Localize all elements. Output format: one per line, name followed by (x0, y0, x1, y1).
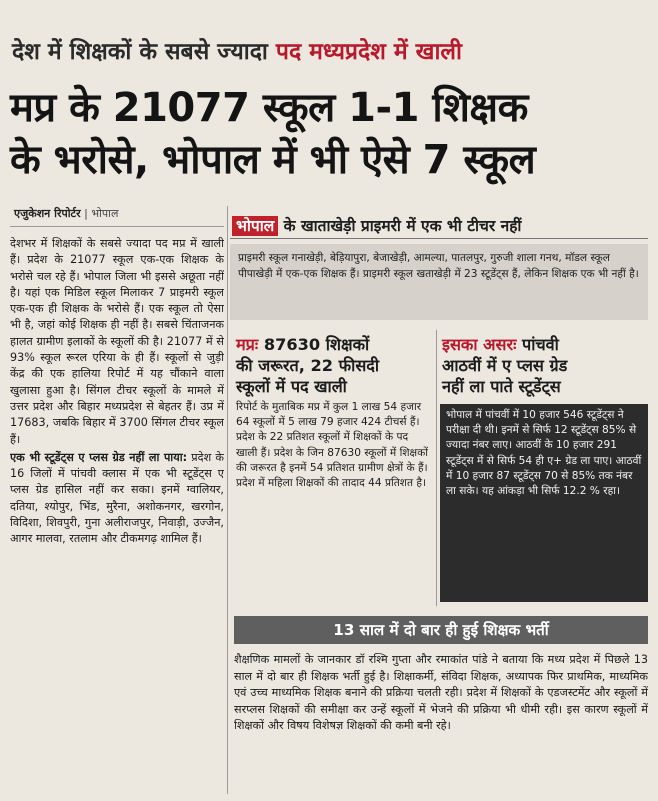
right-column-heading (442, 334, 648, 397)
mid-column-body: रिपोर्ट के मुताबिक मप्र में कुल 1 लाख 54 हजार 64 स्कूलों में 5 लाख 79 हजार 424 टीचर्स हैं। प्रदेश के 22 प्रतिशत स्कूलों में शिक्षकों के पद खाली हैं। प्रदेश के जिन 87630 स्कूलों में शिक्षकों की जरूरत है इनमें 54 प्रतिशत ग्रामीण क्षेत्रों के हैं। प्रदेश में महिला शिक्षकों की तादाद 44 प्रतिशत है। (236, 401, 429, 490)
column-divider (227, 206, 228, 794)
kicker-prefix: देश में शिक्षकों के सबसे ज्यादा (12, 39, 268, 65)
left-subhead: एक भी स्टूडेंट्स ए प्लस ग्रेड नहीं ला पाया: (10, 450, 188, 464)
mid-heading-line-1: 87630 शिक्षकों (263, 335, 370, 354)
right-heading-red: इसका असरः (442, 335, 517, 354)
byline-agency: एजुकेशन रिपोर्टर (14, 207, 81, 220)
headline-line-2: के भरोसे, भोपाल में भी ऐसे 7 स्कूल (10, 137, 536, 183)
kicker-highlight: पद मध्यप्रदेश में खाली (275, 39, 462, 65)
right-heading-line-2: आठवीं में ए प्लस ग्रेड (442, 356, 568, 375)
recruitment-body: शैक्षणिक मामलों के जानकार डॉ रश्मि गुप्ता और रमाकांत पांडे ने बताया कि मध्य प्रदेश में पिछले 13 साल में दो बार ही शिक्षक भर्ती हुई है। शिक्षाकर्मी, संविदा शिक्षक, अध्यापक फिर प्राथमिक, माध्यमिक एवं उच्च माध्यमिक शिक्षक बनाने की प्रक्रिया चलती रही। प्रदेश में शिक्षकों के एडजस्टमेंट और स्कूलों में सरप्लस शिक्षकों की समीक्षा कर उन्हें स्कूलों में भेजने की प्रक्रिया भी धीमी रही। इस कारण स्कूलों में शिक्षकों और विषय विशेषज्ञ शिक्षकों की कमी बनी रहे। (234, 653, 648, 733)
bhopal-heading-rule (230, 238, 648, 239)
left-paragraph-1: देशभर में शिक्षकों के सबसे ज्यादा पद मप्र में खाली हैं। प्रदेश के 21077 स्कूल एक-एक शिक्षक के भरोसे चल रहे हैं। भोपाल जिला भी इससे अछूता नहीं है। यहां एक मिडिल स्कूल मिलाकर 7 प्राइमरी स्कूल एक-एक ही शिक्षक के भरोसे हैं। एक स्कूल तो ऐसा भी है, जहां कोई शिक्षक ही नहीं है। सबसे चिंताजनक हालत ग्रामीण इलाकों के स्कूलों की है। 21077 में से 93% स्कूल रूरल एरिया के ही हैं। स्कूलों से जुड़ी केंद्र की एक हालिया रिपोर्ट में यह चौंकाने वाला खुलासा हुआ है। सिंगल टीचर स्कूलों के मामले में उत्तर प्रदेश और बिहार मध्यप्रदेश से बेहतर हैं। उप्र में 17683, जबकि बिहार में 3700 सिंगल टीचर स्कूल हैं। (10, 237, 224, 446)
left-paragraph-2-text: प्रदेश के 16 जिलों में पांचवी क्लास में एक भी स्टूडेंट्स ए प्लस ग्रेड हासिल नहीं कर सका। इनमें ग्वालियर, दतिया, श्योपुर, भिंड, मुरैना, अशोकनगर, खरगोन, विदिशा, शिवपुरी, गुना अलीराजपुर, निवाड़ी, उज्जैन, आगर मालवा, रतलाम और टीकमगढ़ शामिल हैं। (10, 450, 224, 546)
byline (14, 206, 214, 221)
mid-heading-line-3: स्कूलों में पद खाली (236, 377, 347, 396)
left-column (10, 236, 224, 792)
byline-rule (10, 226, 224, 227)
right-heading-line-3: नहीं ला पाते स्टूडेंट्स (442, 377, 561, 396)
recruitment-band: 13 साल में दो बार ही हुई शिक्षक भर्ती (234, 616, 648, 644)
byline-separator: | (84, 207, 88, 220)
inner-divider (436, 330, 437, 606)
mid-heading-red: मप्रः (236, 335, 259, 354)
byline-city: भोपाल (91, 207, 119, 220)
bhopal-tag: भोपाल (232, 216, 278, 236)
kicker-line (12, 34, 652, 66)
mid-heading-line-2: की जरूरत, 22 फीसदी (236, 356, 380, 375)
bhopal-box-body: प्राइमरी स्कूल गनाखेड़ी, बेड़ियापुरा, बेजाखेड़ी, आमल्या, पातलपुर, गुरुजी शाला गनथ, मॉडल स्कूल पीपाखेड़ी में एक-एक शिक्षक हैं। प्राइमरी स्कूल खताखेड़ी में 23 स्टूडेंट्स हैं, लेकिन शिक्षक एक भी नहीं है। (230, 244, 648, 320)
right-column-body: भोपाल में पांचवीं में 10 हजार 546 स्टूडेंट्स ने परीक्षा दी थी। इनमें से सिर्फ 12 स्टूडेंट्स 85% से ज्यादा नंबर लाए। आठवीं के 10 हजार 291 स्टूडेंट्स में से सिर्फ 54 ही ए+ ग्रेड ला पाए। आठवीं में 10 हजार 87 स्टूडेंट्स 70 से 85% तक नंबर ला सके। यह आंकड़ा भी सिर्फ 12.2 % रहा। (440, 404, 648, 602)
left-paragraph-2 (10, 450, 224, 548)
bhopal-box-heading (232, 214, 650, 236)
mid-column-heading (236, 334, 436, 397)
headline-line-1: मप्र के 21077 स्कूल 1-1 शिक्षक (10, 85, 528, 131)
bhopal-heading-text: के खाताखेड़ी प्राइमरी में एक भी टीचर नहीं (283, 217, 522, 235)
headline (10, 82, 652, 186)
right-heading-line-1: पांचवी (522, 335, 559, 354)
